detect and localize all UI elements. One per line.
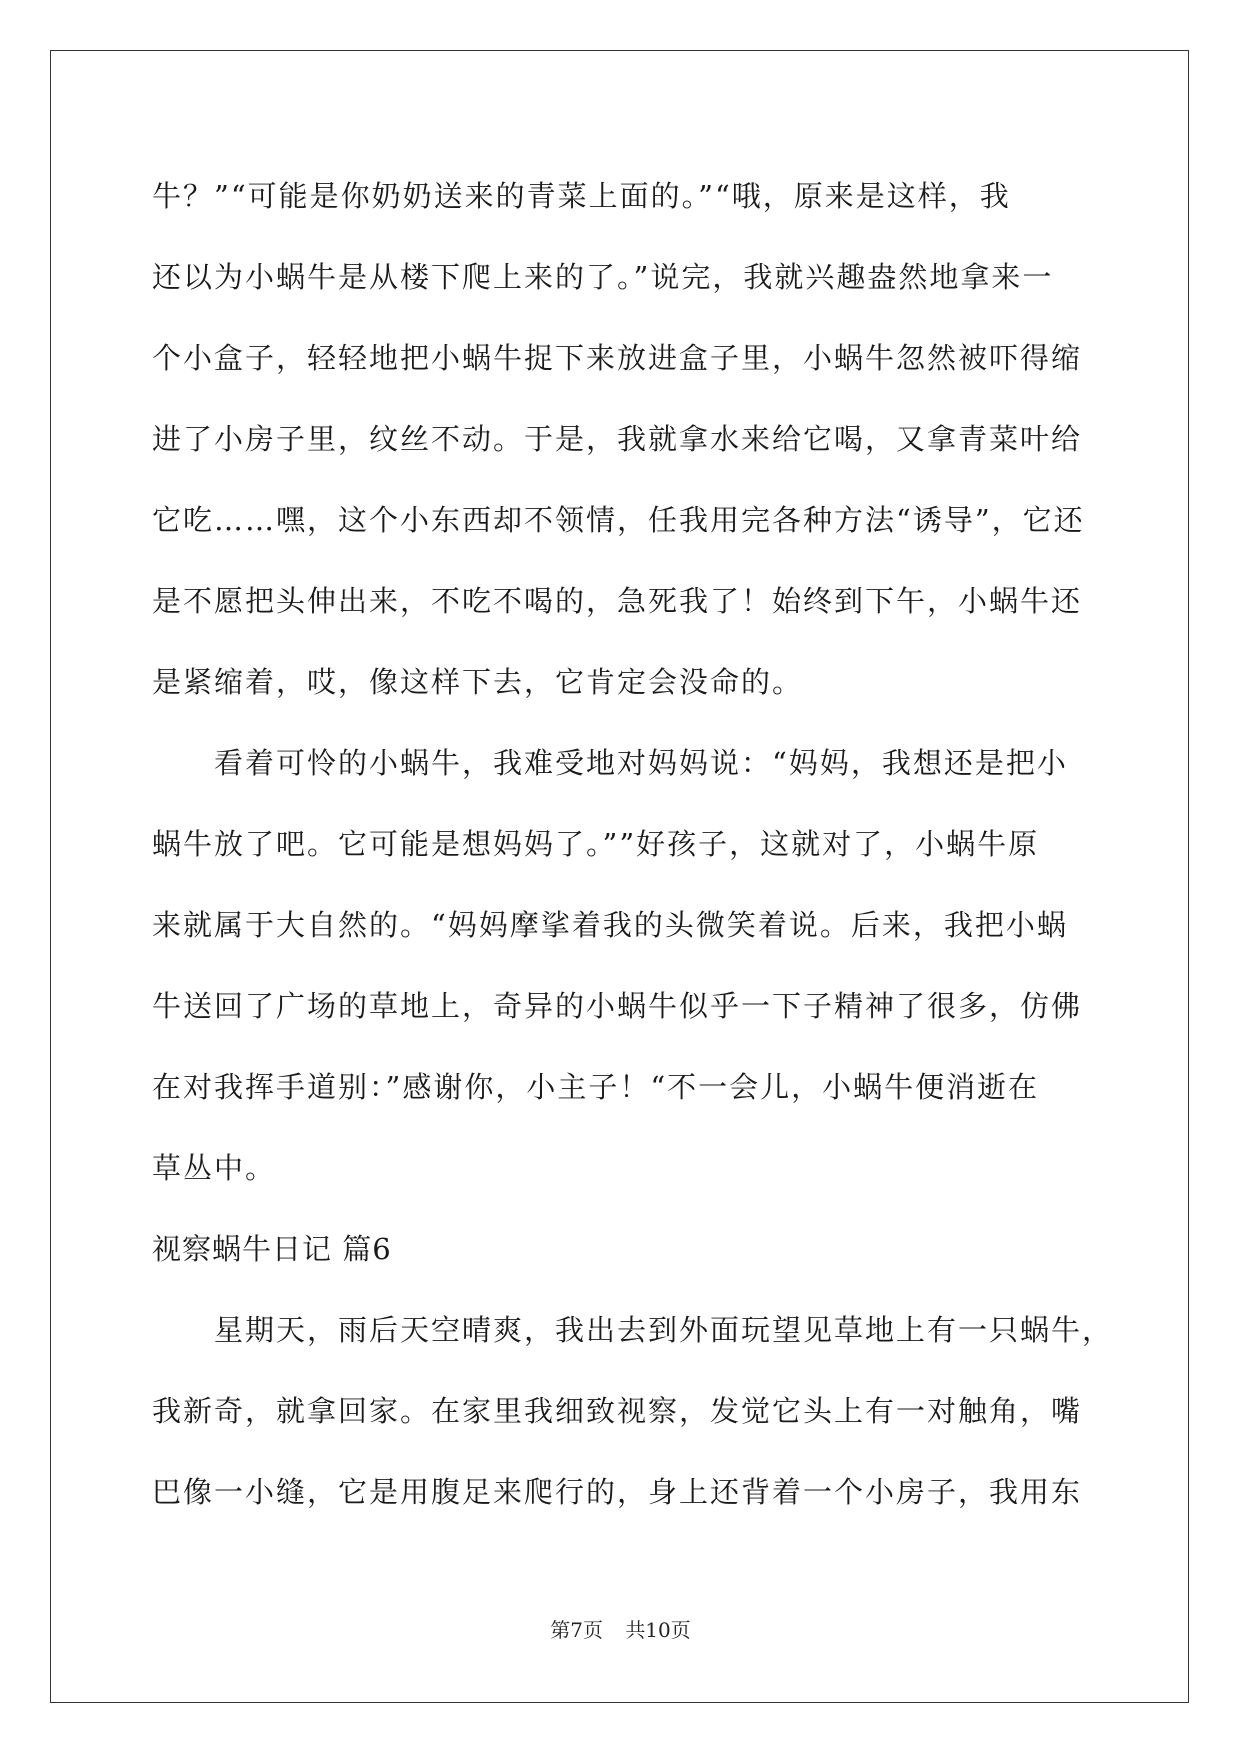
text-line: 它吃……嘿，这个小东西却不领情，任我用完各种方法“诱导”，它还 (152, 503, 1085, 537)
page-total: 共10页 (625, 1618, 691, 1642)
text-line: 草丛中。 (152, 1151, 277, 1185)
text-line: 在对我挥手道别：”感谢你，小主子！“不一会儿，小蜗牛便消逝在 (152, 1070, 1040, 1104)
text-line: 蜗牛放了吧。它可能是想妈妈了。””好孩子，这就对了，小蜗牛原 (152, 827, 1040, 861)
text-line: 是紧缩着，哎，像这样下去，它肯定会没命的。 (152, 665, 804, 699)
paragraph-1 (152, 156, 1092, 723)
paragraph-2 (152, 723, 1092, 1209)
page-number: 第7页 (550, 1618, 603, 1642)
text-line: 巴像一小缝，它是用腹足来爬行的，身上还背着一个小房子，我用东 (152, 1475, 1083, 1509)
text-line: 我新奇，就拿回家。在家里我细致视察，发觉它头上有一对触角，嘴 (152, 1394, 1083, 1428)
text-line: 进了小房子里，纹丝不动。于是，我就拿水来给它喝，又拿青菜叶给 (152, 422, 1083, 456)
text-line: 星期天，雨后天空晴爽，我出去到外面玩望见草地上有一只蜗牛， (214, 1313, 1114, 1347)
paragraph-3 (152, 1290, 1114, 1533)
text-line: 是不愿把头伸出来，不吃不喝的，急死我了！始终到下午，小蜗牛还 (152, 584, 1083, 618)
document-body (152, 156, 1114, 1533)
section-heading: 视察蜗牛日记 篇6 (152, 1232, 392, 1266)
text-line: 个小盒子，轻轻地把小蜗牛捉下来放进盒子里，小蜗牛忽然被吓得缩 (152, 341, 1083, 375)
text-line: 牛送回了广场的草地上，奇异的小蜗牛似乎一下子精神了很多，仿佛 (152, 989, 1083, 1023)
text-line: 牛？”“可能是你奶奶送来的青菜上面的。”“哦，原来是这样，我 (152, 179, 1011, 213)
text-line: 看着可怜的小蜗牛，我难受地对妈妈说：“妈妈，我想还是把小 (214, 746, 1068, 780)
page-footer (0, 1614, 1241, 1643)
text-line: 还以为小蜗牛是从楼下爬上来的了。”说完，我就兴趣盎然地拿来一 (152, 260, 1054, 294)
text-line: 来就属于大自然的。“妈妈摩挲着我的头微笑着说。后来，我把小蜗 (152, 908, 1068, 942)
